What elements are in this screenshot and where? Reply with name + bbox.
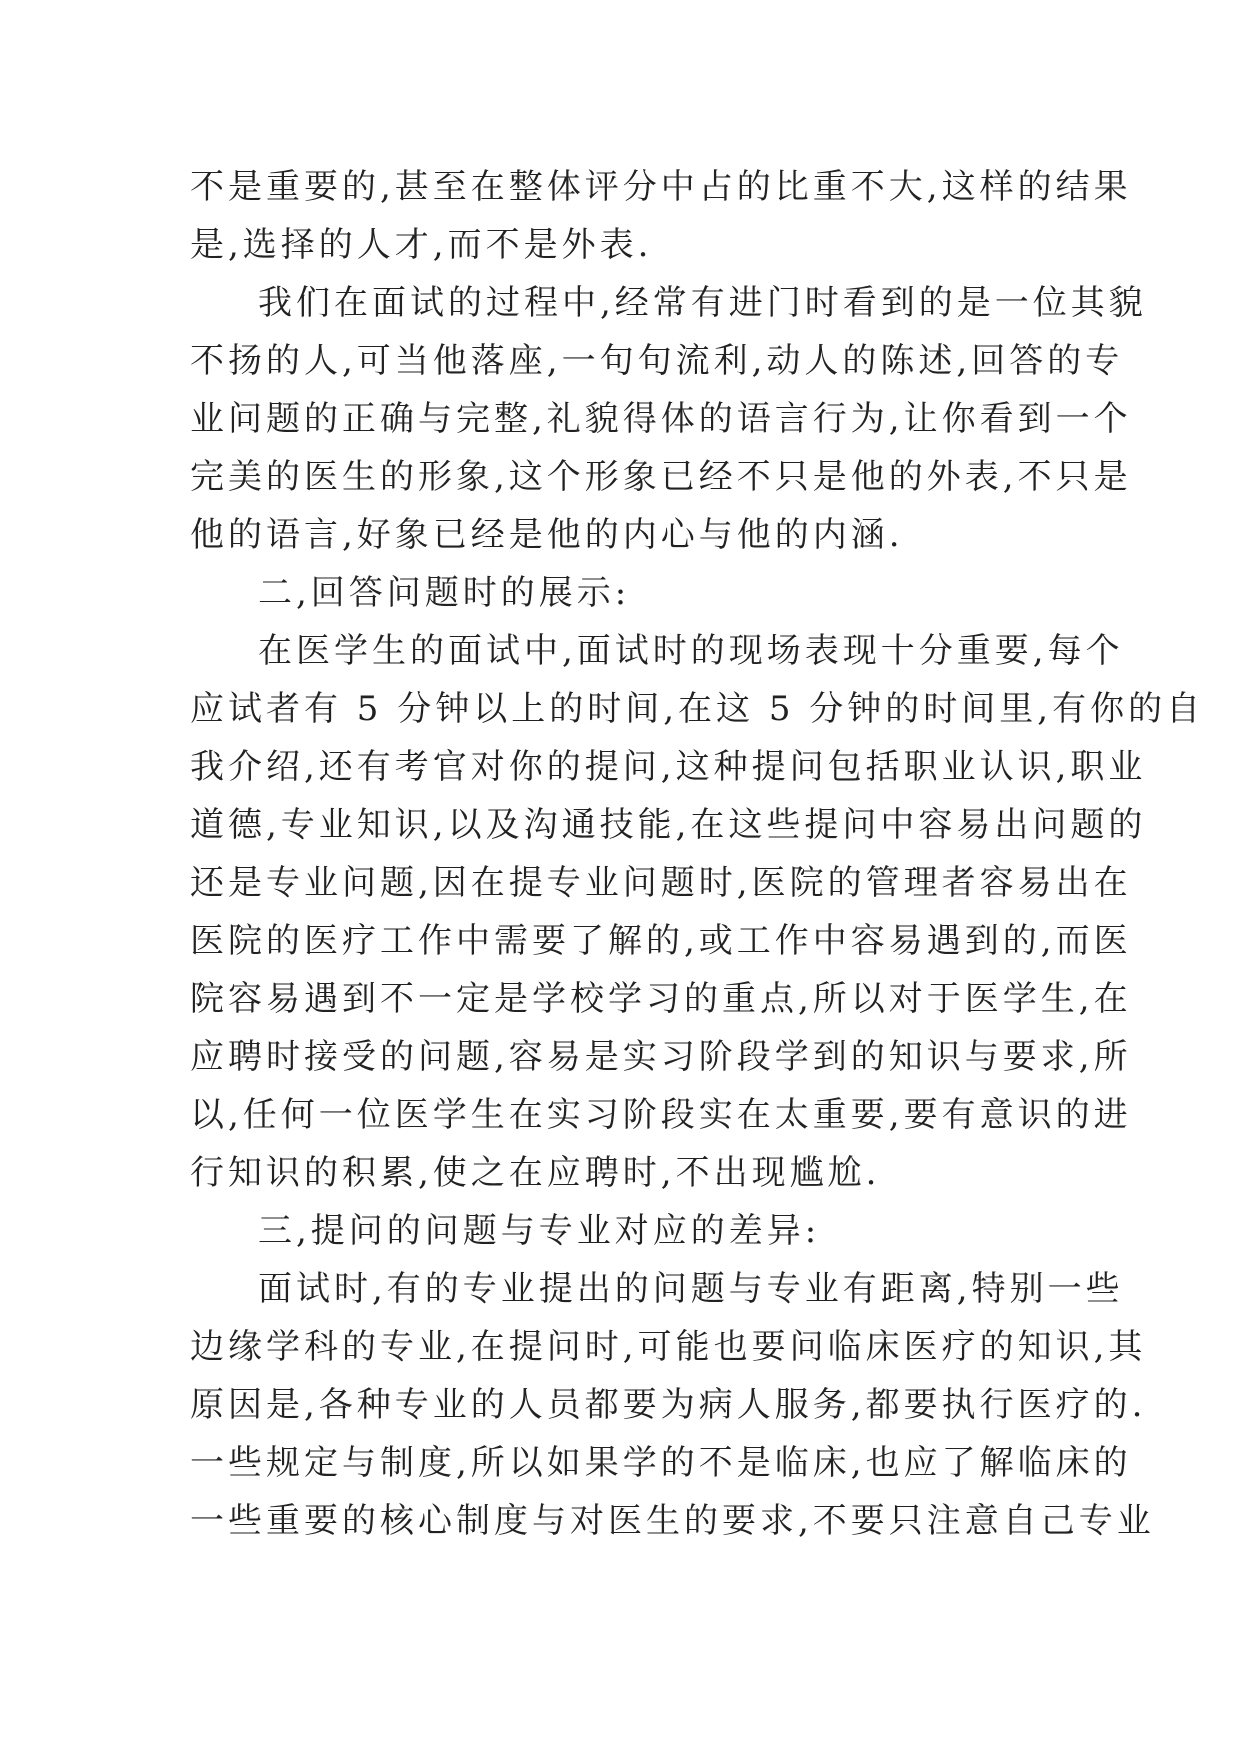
document-body xyxy=(190,158,1205,1550)
text-line: 我介绍,还有考官对你的提问,这种提问包括职业认识,职业 xyxy=(190,747,1147,787)
text-line: 应试者有 5 分钟以上的时间,在这 5 分钟的时间里,有你的自 xyxy=(190,689,1205,729)
section-heading: 二,回答问题时的展示: xyxy=(258,573,631,613)
paragraph-start-line: 面试时,有的专业提出的问题与专业有距离,特别一些 xyxy=(258,1269,1124,1309)
text-line: 医院的医疗工作中需要了解的,或工作中容易遇到的,而医 xyxy=(190,921,1132,961)
text-line: 行知识的积累,使之在应聘时,不出现尴尬. xyxy=(190,1153,881,1193)
text-line: 不是重要的,甚至在整体评分中占的比重不大,这样的结果 xyxy=(190,167,1132,207)
text-line: 是,选择的人才,而不是外表. xyxy=(190,225,653,265)
text-line: 院容易遇到不一定是学校学习的重点,所以对于医学生,在 xyxy=(190,979,1132,1019)
text-line: 以,任何一位医学生在实习阶段实在太重要,要有意识的进 xyxy=(190,1095,1132,1135)
text-line: 不扬的人,可当他落座,一句句流利,动人的陈述,回答的专 xyxy=(190,341,1124,381)
text-line: 业问题的正确与完整,礼貌得体的语言行为,让你看到一个 xyxy=(190,399,1132,439)
text-line: 一些重要的核心制度与对医生的要求,不要只注意自己专业 xyxy=(190,1501,1155,1541)
text-line: 一些规定与制度,所以如果学的不是临床,也应了解临床的 xyxy=(190,1443,1132,1483)
text-line: 应聘时接受的问题,容易是实习阶段学到的知识与要求,所 xyxy=(190,1037,1132,1077)
text-line: 边缘学科的专业,在提问时,可能也要问临床医疗的知识,其 xyxy=(190,1327,1147,1367)
text-line: 他的语言,好象已经是他的内心与他的内涵. xyxy=(190,515,904,555)
text-line: 完美的医生的形象,这个形象已经不只是他的外表,不只是 xyxy=(190,457,1132,497)
text-line: 还是专业问题,因在提专业问题时,医院的管理者容易出在 xyxy=(190,863,1132,903)
paragraph-start-line: 我们在面试的过程中,经常有进门时看到的是一位其貌 xyxy=(258,283,1147,323)
text-line: 原因是,各种专业的人员都要为病人服务,都要执行医疗的. xyxy=(190,1385,1147,1425)
text-line: 道德,专业知识,以及沟通技能,在这些提问中容易出问题的 xyxy=(190,805,1147,845)
paragraph-start-line: 在医学生的面试中,面试时的现场表现十分重要,每个 xyxy=(258,631,1124,671)
section-heading: 三,提问的问题与专业对应的差异: xyxy=(258,1211,821,1251)
